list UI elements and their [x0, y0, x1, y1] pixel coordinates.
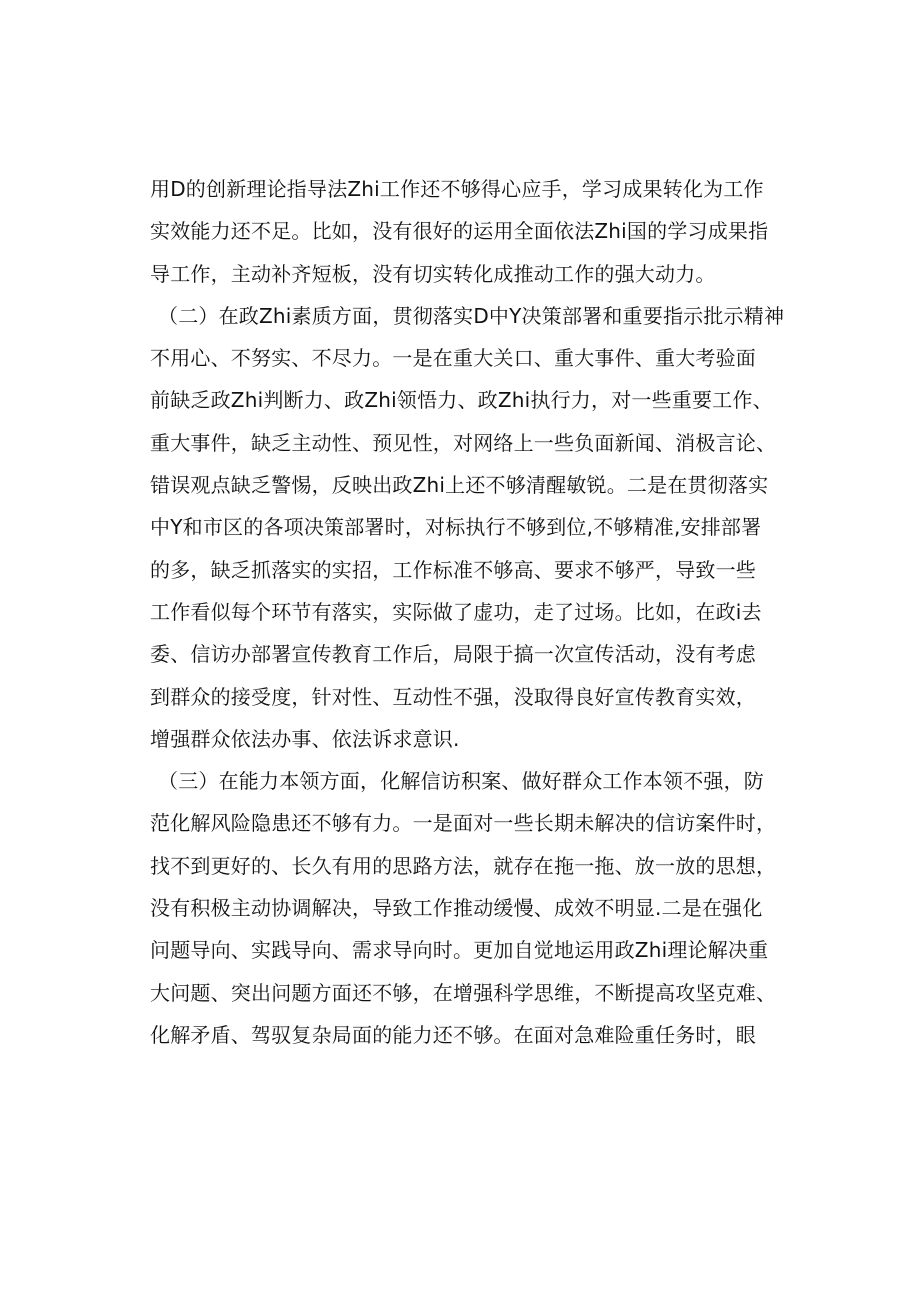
document-body — [150, 168, 785, 1056]
text-line: 没有积极主动协调解决，导致工作推动缓慢、成效不明显.二是在强化 — [150, 896, 763, 921]
text-line: 找不到更好的、长久有用的思路方法，就存在拖一拖、放一放的思想， — [150, 853, 777, 878]
text-line: 范化解风险隐患还不够有力。一是面对一些长期未解决的信访案件时， — [150, 811, 777, 836]
text-line: 到群众的接受度，针对性、互动性不强，没取得良好宣传教育实效， — [150, 684, 756, 709]
text-line: 的多，缺乏抓落实的实招，工作标准不够高、要求不够严，导致一些 — [150, 557, 756, 582]
text-line: 大问题、突出问题方面还不够，在增强科学思维，不断提高攻坚克难、 — [150, 980, 777, 1005]
text-line: 工作看似每个环节有落实，实际做了虚功，走了过场。比如，在政i去 — [150, 599, 762, 624]
text-line: 化解矛盾、驾驭复杂局面的能力还不够。在面对急难险重任务时，眼 — [150, 1022, 756, 1047]
text-line: 导工作，主动补齐短板，没有切实转化成推动工作的强大动力。 — [150, 261, 716, 286]
text-line: 错误观点缺乏警惕，反映出政Zhi上还不够清醒敏锐。二是在贯彻落实 — [150, 473, 769, 498]
section-heading-line: （二）在政Zhi素质方面，贯彻落实D中Y决策部署和重要指示批示精神 — [158, 303, 785, 328]
text-line: 委、信访办部署宣传教育工作后，局限于搞一次宣传活动，没有考虑 — [150, 642, 756, 667]
text-line: 不用心、不努实、不尽力。一是在重大关口、重大事件、重大考验面 — [150, 346, 756, 371]
text-line: 实效能力还不足。比如，没有很好的运用全面依法Zhi国的学习成果指 — [150, 219, 769, 244]
text-line: 重大事件，缺乏主动性、预见性，对网络上一些负面新闻、消极言论、 — [150, 430, 777, 455]
text-line: 增强群众依法办事、依法诉求意识. — [150, 726, 460, 751]
text-line: 用D的创新理论指导法Zhi工作还不够得心应手，学习成果转化为工作 — [150, 177, 764, 201]
section-heading-line: （三）在能力本领方面，化解信访积案、做好群众工作本领不强，防 — [158, 769, 764, 794]
text-line: 中Y和市区的各项决策部署时，对标执行不够到位,不够精准,安排部署 — [150, 515, 762, 540]
text-line: 前缺乏政Zhi判断力、政Zhi领悟力、政Zhi执行力，对一些重要工作、 — [150, 388, 773, 413]
text-line: 问题导向、实践导向、需求导向时。更加自觉地运用政Zhi理论解决重 — [150, 938, 769, 963]
